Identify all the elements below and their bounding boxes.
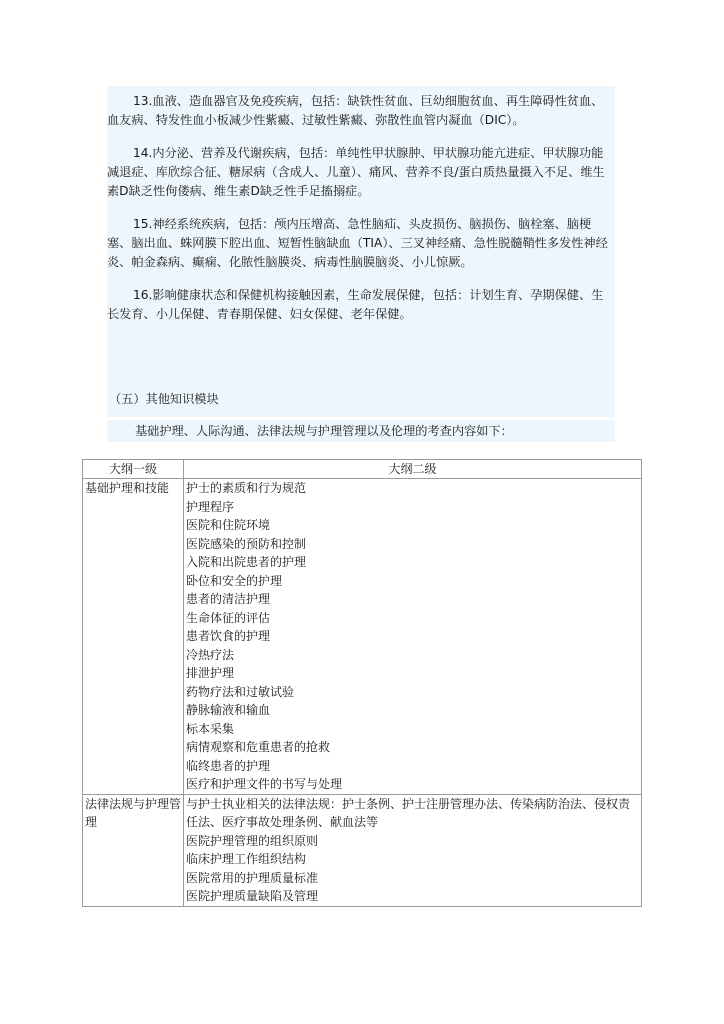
- list-item: 医院护理管理的组织原则: [186, 833, 319, 848]
- list-item: 静脉输液和输血: [186, 703, 271, 717]
- list-item: 临床护理工作组织结构: [186, 852, 307, 866]
- list-item: 医院和住院环境: [186, 518, 271, 532]
- list-item: 医院护理质量缺陷及管理: [186, 889, 319, 903]
- header-level2: 大纲二级: [184, 460, 642, 479]
- list-item: 病情观察和危重患者的抢救: [186, 740, 331, 754]
- list-item: 排泄护理: [186, 666, 235, 680]
- row-level2-list: [184, 479, 642, 795]
- list-item: 护理程序: [186, 499, 235, 514]
- list-item: 患者饮食的护理: [186, 629, 271, 643]
- table-header-row: [83, 460, 642, 479]
- section-title: （五）其他知识模块: [109, 392, 219, 406]
- list-item: 标本采集: [186, 721, 235, 736]
- row-level1: 法律法规与护理管理: [83, 794, 184, 906]
- paragraph-14: 14.内分泌、营养及代谢疾病，包括：单纯性甲状腺肿、甲状腺功能亢进症、甲状腺功能减退症、库欣综合征、糖尿病（含成人、儿童）、痛风、营养不良/蛋白质热量摄入不足、维生素D缺乏性佝偻病、维生素D缺乏性手足搐搦症。: [107, 146, 605, 198]
- list-item: 冷热疗法: [186, 647, 235, 662]
- list-item: 临终患者的护理: [186, 758, 271, 773]
- list-item: 护士的素质和行为规范: [186, 481, 307, 495]
- table-row: [83, 479, 642, 795]
- row-level1: 基础护理和技能: [83, 479, 184, 795]
- list-item: 医院感染的预防和控制: [186, 536, 307, 551]
- disease-paragraphs: [107, 86, 615, 417]
- list-item: 卧位和安全的护理: [186, 573, 283, 588]
- table-row: [83, 794, 642, 906]
- paragraph-15: 15.神经系统疾病，包括：颅内压增高、急性脑疝、头皮损伤、脑损伤、脑栓塞、脑梗塞、脑出血、蛛网膜下腔出血、短暂性脑缺血（TIA）、三叉神经痛、急性脱髓鞘性多发性神经炎、帕金森病、癫痫、化脓性脑膜炎、病毒性脑膜脑炎、小儿惊厥。: [107, 217, 608, 269]
- list-item: 患者的清洁护理: [186, 592, 271, 606]
- paragraph-13: 13.血液、造血器官及免疫疾病，包括：缺铁性贫血、巨幼细胞贫血、再生障碍性贫血、血友病、特发性血小板减少性紫癜、过敏性紫癜、弥散性血管内凝血（DIC）。: [107, 94, 604, 127]
- list-item: 入院和出院患者的护理: [186, 555, 307, 569]
- paragraph-16: 16.影响健康状态和保健机构接触因素，生命发展保健，包括：计划生育、孕期保健、生长发育、小儿保健、青春期保健、妇女保健、老年保健。: [107, 288, 604, 321]
- intro-text: 基础护理、人际沟通、法律法规与护理管理以及伦理的考查内容如下：: [107, 420, 615, 442]
- syllabus-table: [82, 459, 642, 907]
- list-item: 医疗和护理文件的书写与处理: [186, 777, 343, 791]
- header-level1: 大纲一级: [83, 460, 184, 479]
- row-level2-list: [184, 794, 642, 906]
- list-item: 医院常用的护理质量标准: [186, 870, 319, 885]
- list-item: 药物疗法和过敏试验: [186, 684, 295, 699]
- list-item: 生命体征的评估: [186, 610, 271, 625]
- list-item: 与护士执业相关的法律法规：护士条例、护士注册管理办法、传染病防治法、侵权责任法、医疗事故处理条例、献血法等: [186, 796, 631, 829]
